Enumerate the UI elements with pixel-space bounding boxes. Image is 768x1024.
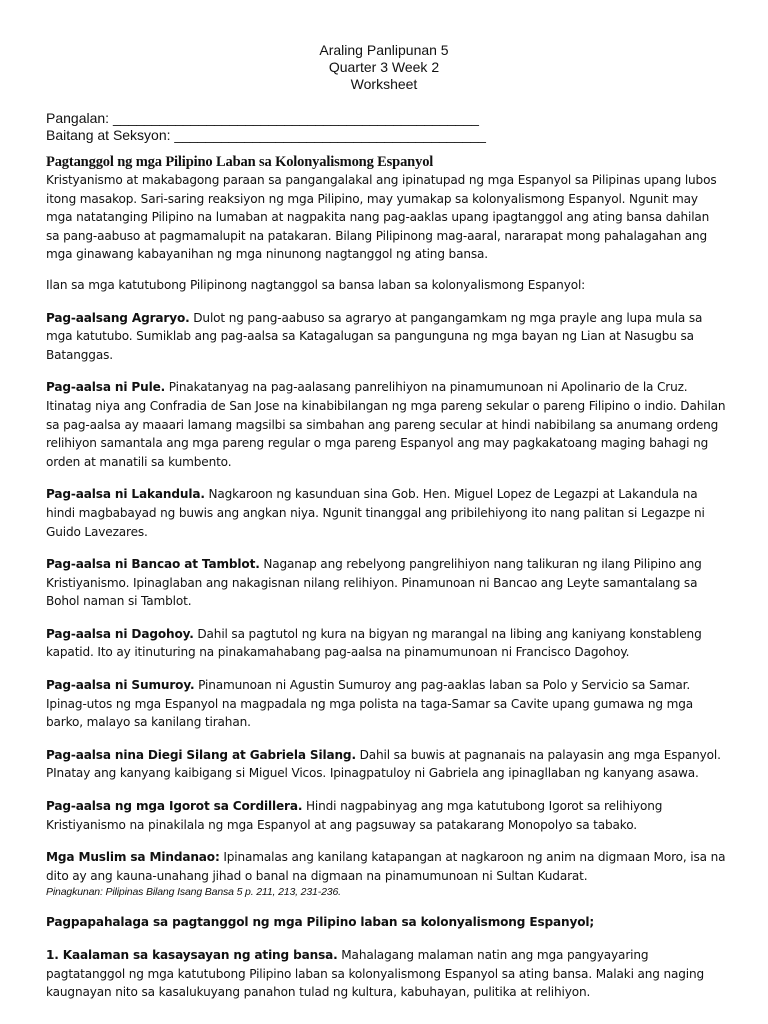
revolt-title: Pag-aalsa ni Dagohoy. [46, 626, 194, 641]
revolt-dagohoy [46, 625, 726, 662]
muslim-text: Ipinamalas ang kanilang katapangan at nagkaroon ng anim na digmaan Moro, isa na dito ay ang kauna-unahang jihad o banal na digmaan na pinamumunoan ni Sultan Kudarat. [46, 850, 726, 883]
revolt-text: Nagkaroon ng kasunduan sina Gob. Hen. Miguel Lopez de Legazpi at Lakandula na hindi magbabayad ng buwis ang angkan niya. Ngunit tinanggal ang pribilehiyong ito nang palitan si Legazpe ni Guido Lavezares. [46, 487, 705, 539]
revolt-title: Pag-aalsa ng mga Igorot sa Cordillera. [46, 799, 303, 814]
revolt-title: Pag-aalsa ni Pule. [46, 380, 166, 395]
section-field[interactable]: Baitang at Seksyon: ________________________________________ [46, 127, 486, 143]
worksheet-header [0, 42, 768, 93]
muslim-title: Mga Muslim sa Mindanao: [46, 850, 220, 865]
revolt-agraryo [46, 309, 726, 365]
revolt-text: Dahil sa buwis at pagnanais na palayasin ang mga Espanyol. PInatay ang kanyang kaibigang si Miguel Vicos. Ipinagpatuloy ni Gabriela ang ipinagllaban ng kanyang asawa. [46, 747, 721, 781]
revolt-title: Pag-aalsang Agraryo. [46, 310, 190, 325]
revolt-sumuroy [46, 676, 726, 732]
revolt-text: Hindi nagpabinyag ang mga katutubong Igorot sa relihiyong Kristiyanismo na pinakilala ng mga Espanyol at ang pagsuway sa patakarang Monopolyo sa tabako. [46, 799, 663, 832]
name-field[interactable]: Pangalan: _______________________________________________ [46, 110, 479, 126]
valuing-title [46, 913, 726, 932]
revolt-title: Pag-aalsa nina Diegi Silang at Gabriela Silang. [46, 747, 356, 762]
revolt-igorot [46, 797, 726, 834]
valuing-title-text: Pagpapahalaga sa pagtanggol ng mga Pilipino laban sa kolonyalismong Espanyol; [46, 915, 595, 930]
quarter-week: Quarter 3 Week 2 [328, 59, 440, 75]
valuing-item [46, 946, 726, 1002]
revolt-title: Pag-aalsa ni Bancao at Tamblot. [46, 557, 260, 572]
list-intro: Ilan sa mga katutubong Pilipinong nagtanggol sa bansa laban sa kolonyalismong Espanyol: [46, 277, 586, 292]
student-fields [46, 110, 486, 144]
valuing-item-title: 1. Kaalaman sa kasaysayan ng ating bansa. [46, 948, 338, 962]
revolt-pule [46, 378, 726, 471]
subject-title: Araling Panlipunan 5 [319, 42, 449, 58]
source-citation: Pinagkunan: Pilipinas Bilang Isang Bansa 5 p. 211, 213, 231-236. [46, 886, 341, 899]
valuing-item-text: Mahalagang malaman natin ang mga pangyayaring pagtatanggol ng mga katutubong Pilipino laban sa kolonyalismong Espanyol sa ating bansa. Malaki ang naging kaugnayan nito sa kasalukuyang panahon tulad ng kultura, kabuhayan, pulitika at relihiyon. [46, 948, 705, 1000]
revolt-title: Pag-aalsa ni Sumuroy. [46, 678, 195, 693]
revolt-text: Pinakatanyag na pag-aalasang panrelihiyon na pinamumunoan ni Apolinario de la Cruz. Itinatag niya ang Confradia de San Jose na kinabibilangan ng mga pareng sekular o pareng Filipino o indio. Dahilan sa pag-aalsa ay maaari lamang magsilbi sa simbahan ang pareng secular at hindi nabibilang sa anumang ordeng relihiyon samantala ang mga pareng regular o mga pareng Espanyol ang may pagkakatoang maging bahagi ng orden at manatili sa kumbento. [46, 380, 726, 469]
revolt-text: Dulot ng pang-aabuso sa agraryo at pangangamkam ng mga prayle ang lupa mula sa mga katutubo. Sumiklab ang pag-aalsa sa Katagalugan sa pangunguna ng mga bayan ng Lian at Nasugbu sa Batanggas. [46, 310, 703, 362]
revolt-title: Pag-aalsa ni Lakandula. [46, 487, 205, 502]
revolt-text: Naganap ang rebelyong pangrelihiyon nang talikuran ng ilang Pilipino ang Kristiyanismo. Ipinaglaban ang nakagisnan nilang relihiyon. Pinamunoan ni Bancao ang Leyte samantalang sa Bohol naman si Tamblot. [46, 557, 702, 609]
revolt-text: Dahil sa pagtutol ng kura na bigyan ng marangal na libing ang kaniyang konstableng kapatid. Ito ay itinuturing na pinakamahabang pag-aalsa na pinamumunoan ni Francisco Dagohoy. [46, 626, 702, 660]
revolt-lakandula [46, 485, 726, 541]
intro-paragraph: Kristyanismo at makabagong paraan sa pangangalakal ang ipinatupad ng mga Espanyol sa Pilipinas upang lubos itong masakop. Sari-saring reaksiyon ng mga Pilipino, may yumakap sa kolonyalismong Espanyol. Ngunit may mga natatanging Pilipino na lumaban at nagpakita nang pag-aaklas upang ipagtanggol ang ating bansa dahilan sa pang-aabuso at pagmamalupit na patakaran. Bilang Pilipinong mag-aaral, nararapat mong pahalagahan ang mga ginawang kabayanihan ng mga ninunong nagtanggol ng ating bansa. [46, 173, 717, 262]
section-title: Pagtanggol ng mga Pilipino Laban sa Kolonyalismong Espanyol [46, 154, 434, 170]
lesson-body [46, 153, 726, 1016]
revolt-text: Pinamunoan ni Agustin Sumuroy ang pag-aaklas laban sa Polo y Servicio sa Samar. Ipinag-utos ng mga Espanyol na magpadala ng mga polista na taga-Samar sa Cavite upang gumawa ng mga barko, malayo sa kanilang tirahan. [46, 678, 693, 730]
document-type: Worksheet [350, 76, 418, 92]
revolt-silang [46, 746, 726, 783]
muslim-mindanao [46, 848, 726, 885]
revolt-bancao-tamblot [46, 555, 726, 611]
